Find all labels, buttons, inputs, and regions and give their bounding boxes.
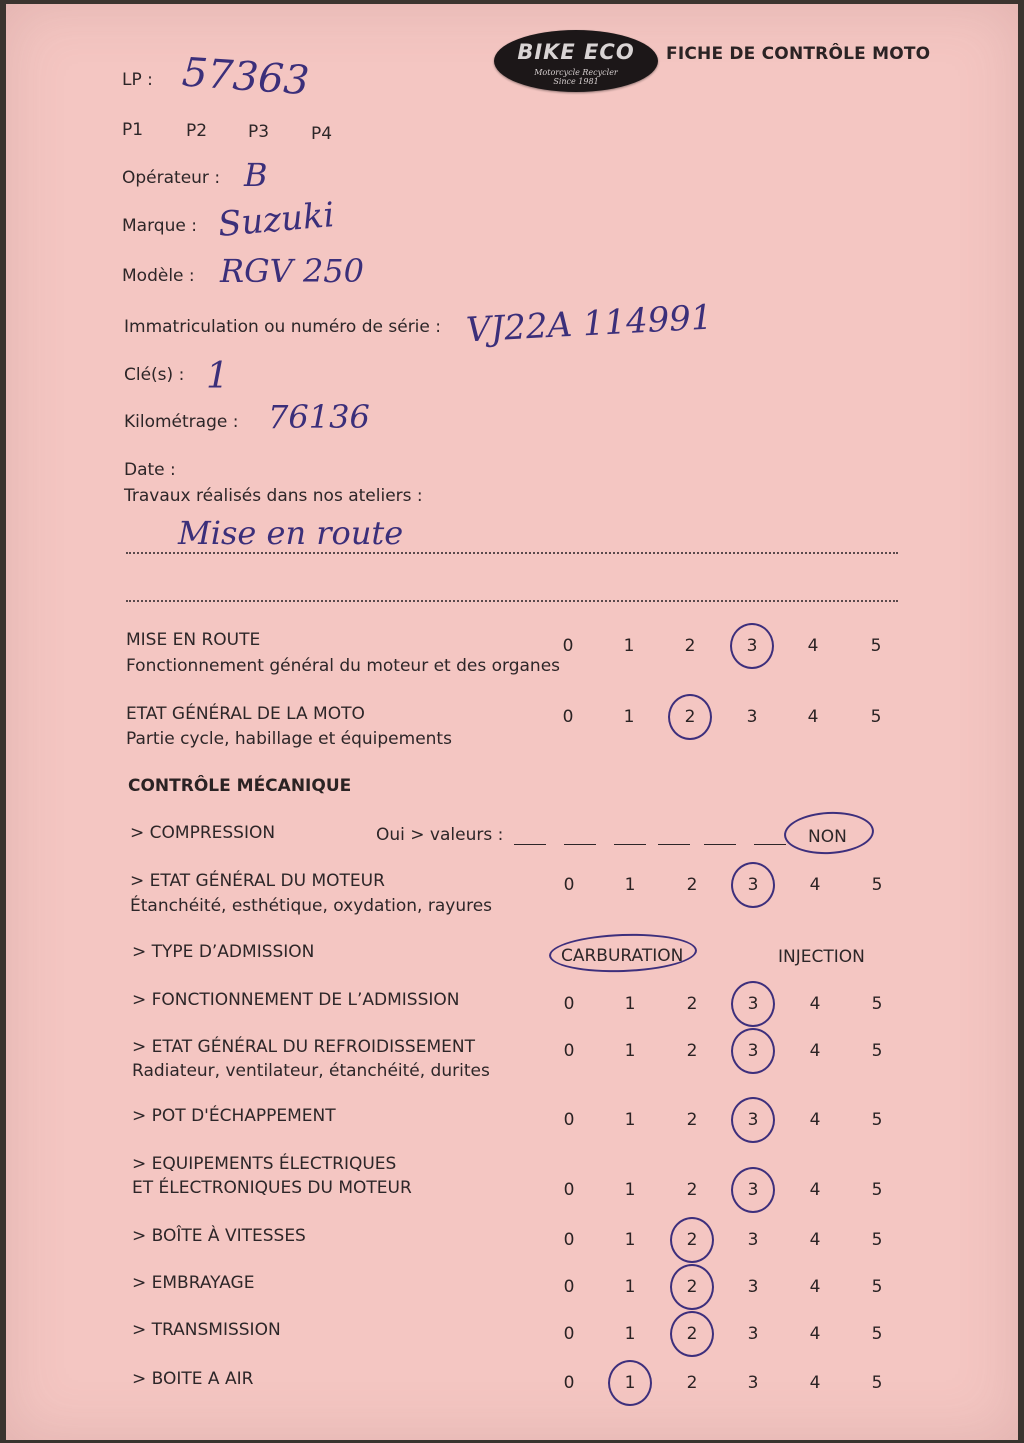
- mech-item-3-score-4[interactable]: 4: [809, 1110, 821, 1130]
- etat-moteur-selection-circle: [731, 862, 775, 908]
- mech-item-5-selection-circle: [670, 1217, 714, 1263]
- etat-moto-subtitle: Partie cycle, habillage et équipements: [126, 729, 452, 749]
- mech-item-6-score-3[interactable]: 3: [747, 1277, 759, 1297]
- mech-item-4-score-1[interactable]: 1: [624, 1180, 636, 1200]
- mech-item-1-title: > FONCTIONNEMENT DE L’ADMISSION: [132, 990, 460, 1010]
- mech-item-7-title: > TRANSMISSION: [132, 1320, 281, 1340]
- mech-item-3-score-3[interactable]: 3: [747, 1110, 759, 1130]
- p1-label: P1: [122, 120, 144, 140]
- mech-item-8-score-5[interactable]: 5: [871, 1373, 883, 1393]
- mise-en-route-score-4[interactable]: 4: [807, 636, 819, 656]
- injection-option[interactable]: INJECTION: [778, 947, 865, 967]
- compression-value-2[interactable]: [564, 844, 596, 845]
- mise-en-route-score-1[interactable]: 1: [623, 636, 635, 656]
- compression-value-6[interactable]: [754, 844, 786, 845]
- mech-item-3-selection-circle: [731, 1097, 775, 1143]
- mech-item-6-score-0[interactable]: 0: [563, 1277, 575, 1297]
- mech-item-4-title: > EQUIPEMENTS ÉLECTRIQUES: [132, 1154, 397, 1174]
- mech-item-3-score-2[interactable]: 2: [686, 1110, 698, 1130]
- logo-text: BIKE ECO: [517, 40, 635, 64]
- mech-item-8-selection-circle: [608, 1360, 652, 1406]
- mise-en-route-score-0[interactable]: 0: [562, 636, 574, 656]
- etat-moto-score-4[interactable]: 4: [807, 707, 819, 727]
- mech-item-2-score-1[interactable]: 1: [624, 1041, 636, 1061]
- mech-item-2-score-5[interactable]: 5: [871, 1041, 883, 1061]
- etat-moto-score-1[interactable]: 1: [623, 707, 635, 727]
- mech-item-8-score-2[interactable]: 2: [686, 1373, 698, 1393]
- mech-item-8-score-4[interactable]: 4: [809, 1373, 821, 1393]
- modele-value[interactable]: RGV 250: [220, 252, 365, 290]
- modele-label: Modèle :: [122, 266, 195, 286]
- immatriculation-value[interactable]: VJ22A 114991: [465, 297, 714, 351]
- mech-item-1-score-1[interactable]: 1: [624, 994, 636, 1014]
- mech-item-1-score-3[interactable]: 3: [747, 994, 759, 1014]
- mech-item-2-score-0[interactable]: 0: [563, 1041, 575, 1061]
- mech-item-8-score-0[interactable]: 0: [563, 1373, 575, 1393]
- etat-moto-title: ETAT GÉNÉRAL DE LA MOTO: [126, 704, 365, 724]
- etat-moteur-subtitle: Étanchéité, esthétique, oxydation, rayures: [130, 896, 493, 916]
- mech-item-2-score-2[interactable]: 2: [686, 1041, 698, 1061]
- mech-item-7-score-0[interactable]: 0: [563, 1324, 575, 1344]
- etat-moto-score-2[interactable]: 2: [684, 707, 696, 727]
- mech-item-4-subtitle: ET ÉLECTRONIQUES DU MOTEUR: [132, 1178, 412, 1198]
- cles-value[interactable]: 1: [206, 356, 229, 397]
- lp-value[interactable]: 57363: [180, 49, 311, 105]
- marque-label: Marque :: [122, 216, 197, 236]
- mech-item-4-selection-circle: [731, 1167, 775, 1213]
- mech-item-7-selection-circle: [670, 1311, 714, 1357]
- marque-value[interactable]: Suzuki: [216, 194, 337, 246]
- p2-label: P2: [186, 121, 208, 141]
- compression-oui-label: Oui > valeurs :: [376, 825, 504, 845]
- p3-label: P3: [248, 122, 270, 142]
- inspection-sheet: [6, 4, 1018, 1440]
- mech-item-4-score-0[interactable]: 0: [563, 1180, 575, 1200]
- compression-value-4[interactable]: [658, 844, 690, 845]
- mech-item-5-score-5[interactable]: 5: [871, 1230, 883, 1250]
- etat-moto-score-3[interactable]: 3: [746, 707, 758, 727]
- etat-moteur-score-1[interactable]: 1: [624, 875, 636, 895]
- compression-selection-mark: [783, 810, 875, 857]
- mech-item-3-score-1[interactable]: 1: [624, 1110, 636, 1130]
- mech-item-6-score-4[interactable]: 4: [809, 1277, 821, 1297]
- etat-moteur-score-4[interactable]: 4: [809, 875, 821, 895]
- operateur-label: Opérateur :: [122, 168, 221, 188]
- mise-en-route-subtitle: Fonctionnement général du moteur et des organes: [126, 656, 561, 676]
- etat-moto-score-0[interactable]: 0: [562, 707, 574, 727]
- mise-en-route-score-3[interactable]: 3: [746, 636, 758, 656]
- mech-item-7-score-4[interactable]: 4: [809, 1324, 821, 1344]
- mech-item-7-score-1[interactable]: 1: [624, 1324, 636, 1344]
- travaux-value[interactable]: Mise en route: [178, 514, 404, 552]
- mech-item-7-score-2[interactable]: 2: [686, 1324, 698, 1344]
- mech-item-2-selection-circle: [731, 1028, 775, 1074]
- mise-en-route-score-5[interactable]: 5: [870, 636, 882, 656]
- type-admission-label: > TYPE D’ADMISSION: [132, 942, 315, 962]
- mech-item-6-score-2[interactable]: 2: [686, 1277, 698, 1297]
- mech-item-4-score-5[interactable]: 5: [871, 1180, 883, 1200]
- etat-moteur-score-5[interactable]: 5: [871, 875, 883, 895]
- mech-item-1-selection-circle: [731, 981, 775, 1027]
- etat-moteur-score-2[interactable]: 2: [686, 875, 698, 895]
- kilometrage-label: Kilométrage :: [124, 412, 239, 432]
- compression-value-5[interactable]: [704, 844, 736, 845]
- kilometrage-value[interactable]: 76136: [268, 398, 370, 436]
- admission-selection-mark: [548, 931, 697, 974]
- mech-item-7-score-3[interactable]: 3: [747, 1324, 759, 1344]
- lp-label: LP :: [122, 70, 153, 90]
- mech-item-5-score-2[interactable]: 2: [686, 1230, 698, 1250]
- mise-en-route-score-2[interactable]: 2: [684, 636, 696, 656]
- page-title: FICHE DE CONTRÔLE MOTO: [666, 44, 931, 64]
- mech-item-5-score-3[interactable]: 3: [747, 1230, 759, 1250]
- mech-item-2-title: > ETAT GÉNÉRAL DU REFROIDISSEMENT: [132, 1037, 475, 1057]
- etat-moto-score-5[interactable]: 5: [870, 707, 882, 727]
- mech-item-6-score-1[interactable]: 1: [624, 1277, 636, 1297]
- mech-item-2-score-4[interactable]: 4: [809, 1041, 821, 1061]
- mech-item-3-score-5[interactable]: 5: [871, 1110, 883, 1130]
- mech-item-5-score-0[interactable]: 0: [563, 1230, 575, 1250]
- p4-label: P4: [311, 124, 333, 144]
- mech-item-8-score-3[interactable]: 3: [747, 1373, 759, 1393]
- compression-value-1[interactable]: [514, 844, 546, 845]
- mech-item-4-score-4[interactable]: 4: [809, 1180, 821, 1200]
- bike-eco-logo: [494, 30, 658, 92]
- mech-item-5-score-4[interactable]: 4: [809, 1230, 821, 1250]
- mech-item-1-score-4[interactable]: 4: [809, 994, 821, 1014]
- mech-item-4-score-3[interactable]: 3: [747, 1180, 759, 1200]
- date-label: Date :: [124, 460, 176, 480]
- mech-item-5-title: > BOÎTE À VITESSES: [132, 1226, 306, 1246]
- cles-label: Clé(s) :: [124, 365, 185, 385]
- mech-item-8-title: > BOITE A AIR: [132, 1369, 254, 1389]
- mech-item-1-score-2[interactable]: 2: [686, 994, 698, 1014]
- travaux-line-1: [126, 552, 898, 554]
- mech-item-6-title: > EMBRAYAGE: [132, 1273, 255, 1293]
- etat-moteur-score-0[interactable]: 0: [563, 875, 575, 895]
- mech-item-8-score-1[interactable]: 1: [624, 1373, 636, 1393]
- mech-item-2-score-3[interactable]: 3: [747, 1041, 759, 1061]
- operateur-value[interactable]: B: [244, 156, 268, 194]
- etat-moteur-score-3[interactable]: 3: [747, 875, 759, 895]
- immatriculation-label: Immatriculation ou numéro de série :: [124, 317, 441, 337]
- compression-value-3[interactable]: [614, 844, 646, 845]
- mech-item-5-score-1[interactable]: 1: [624, 1230, 636, 1250]
- logo-subtitle: Motorcycle Recycler: [534, 68, 618, 77]
- etat-moteur-title: > ETAT GÉNÉRAL DU MOTEUR: [130, 871, 385, 891]
- mech-item-1-score-0[interactable]: 0: [563, 994, 575, 1014]
- mise-en-route-selection-circle: [730, 623, 774, 669]
- logo-since: Since 1981: [553, 77, 599, 86]
- mech-item-3-title: > POT D'ÉCHAPPEMENT: [132, 1106, 336, 1126]
- mech-item-7-score-5[interactable]: 5: [871, 1324, 883, 1344]
- mech-item-6-score-5[interactable]: 5: [871, 1277, 883, 1297]
- travaux-line-2: [126, 600, 898, 602]
- etat-moto-selection-circle: [668, 694, 712, 740]
- mech-item-6-selection-circle: [670, 1264, 714, 1310]
- mech-item-2-subtitle: Radiateur, ventilateur, étanchéité, durites: [132, 1061, 490, 1081]
- mech-item-1-score-5[interactable]: 5: [871, 994, 883, 1014]
- travaux-label: Travaux réalisés dans nos ateliers :: [124, 486, 423, 506]
- compression-label: > COMPRESSION: [130, 823, 276, 843]
- mise-en-route-title: MISE EN ROUTE: [126, 630, 261, 650]
- mech-item-4-score-2[interactable]: 2: [686, 1180, 698, 1200]
- carburation-option[interactable]: CARBURATION: [561, 946, 684, 966]
- controle-mecanique-heading: CONTRÔLE MÉCANIQUE: [128, 776, 352, 796]
- mech-item-3-score-0[interactable]: 0: [563, 1110, 575, 1130]
- compression-non-option[interactable]: NON: [808, 827, 847, 847]
